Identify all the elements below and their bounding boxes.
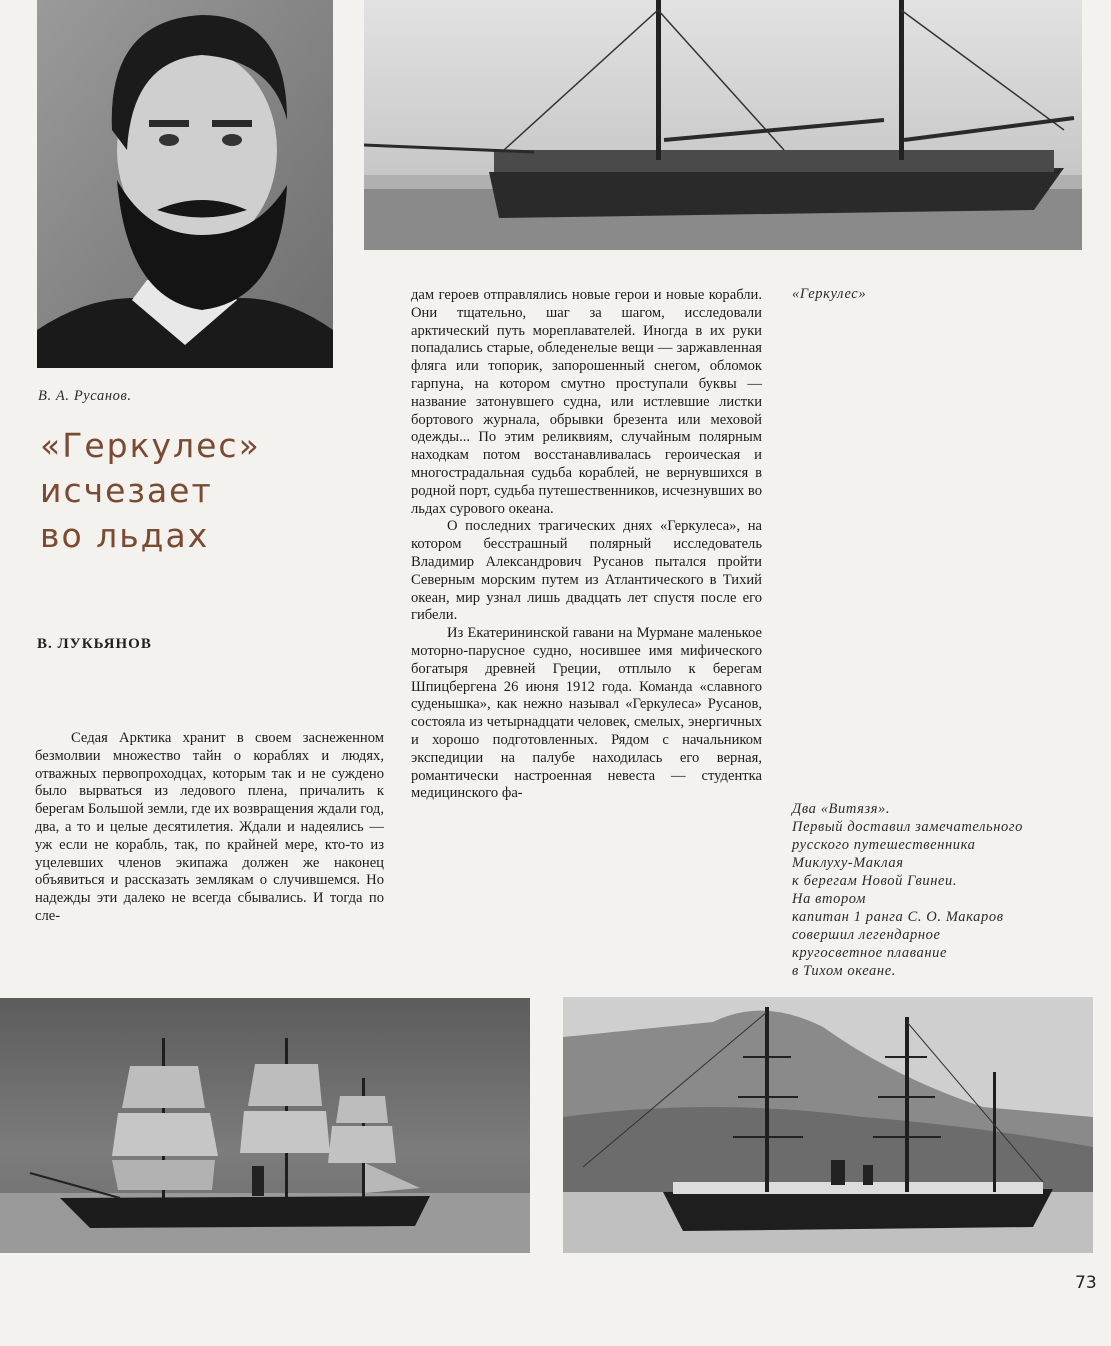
- column1-paragraph-1: Седая Арктика хранит в своем заснеженном безмолвии множество тайн о кораблях и людях, отважных первопроходцах, которым так и не суждено было вырваться из ледового плена, причалить к берегам Большой земли, где их возвращения ждали год, два, а то и целые десятилетия. Ждали и надеялись — уж если не корабль, так, по крайней мере, кто-то из уцелевших членов экипажа должен же наконец объявиться и рассказать землякам о случившемся. Но надежды эти далеко не всегда сбывались. И тогда по сле-: [35, 730, 384, 924]
- vityaz-caption: [792, 800, 1092, 980]
- page-number: 73: [1075, 1273, 1097, 1293]
- article-author: В. ЛУКЬЯНОВ: [37, 636, 152, 652]
- title-line-3: во льдах: [40, 516, 210, 555]
- vityaz-caption-line: Два «Витязя».: [792, 801, 891, 817]
- vityaz-caption-line: совершил легендарное: [792, 927, 941, 943]
- column2-paragraph-1: дам героев отправлялись новые герои и новые корабли. Они тщательно, шаг за шагом, исследовали арктический путь мореплавателей. Иногда в их руки попадались старые, обледенелые вещи — заржавленная фляга или топорик, запорошенный снегом, обломок гарпуна, на котором смутно проступали буквы — название затонувшего судна, или истлевшие листки бортового журнала, обрывки брезента или меховой одежды... По этим реликвиям, случайным полярным находкам потом восстанавливалась героическая и многострадальная судьба кораблей, не вернувшихся в родной порт, судьба путешественников, исчезнувших во льдах сурового океана.: [411, 287, 762, 517]
- column2-paragraph-2: О последних трагических днях «Геркулеса», на котором бесстрашный полярный исследователь Владимир Александрович Русанов пытался пройти Северным морским путем из Атлантического в Тихий океан, мир узнал лишь двадцать лет спустя после его гибели.: [411, 518, 762, 624]
- vityaz-caption-line: капитан 1 ранга С. О. Макаров: [792, 909, 1004, 925]
- vityaz-first-ship-photo: [0, 998, 530, 1253]
- portrait-caption: В. А. Русанов.: [38, 388, 132, 404]
- vityaz-caption-line: русского путешественника: [792, 837, 976, 853]
- vityaz-caption-line: к берегам Новой Гвинеи.: [792, 873, 958, 889]
- column2-paragraph-3: Из Екатерининской гавани на Мурмане маленькое моторно-парусное судно, носившее имя мифического богатыря древней Греции, отплыло к берегам Шпицбергена 26 июня 1912 года. Команда «славного суденышка», как нежно называл «Геркулеса» Русанов, состояла из четырнадцати человек, смелых, энергичных и хорошо подготовленных. Рядом с начальником экспедиции на палубе находилась его верная, романтически настроенная невеста — студентка медицинского фа-: [411, 625, 762, 802]
- title-line-1: «Геркулес»: [40, 426, 261, 465]
- vityaz-caption-line: в Тихом океане.: [792, 963, 896, 979]
- rusanov-portrait-photo: [37, 0, 333, 368]
- vityaz-caption-line: Миклуху-Маклая: [792, 855, 904, 871]
- hercules-caption: «Геркулес»: [792, 286, 867, 302]
- vityaz-caption-line: Первый доставил замечательного: [792, 819, 1023, 835]
- vityaz-caption-line: На втором: [792, 891, 866, 907]
- article-column-2: [411, 287, 762, 803]
- article-title: [40, 423, 261, 558]
- hercules-ship-photo: [364, 0, 1082, 250]
- article-column-1: [35, 730, 384, 926]
- title-line-2: исчезает: [40, 471, 213, 510]
- vityaz-caption-line: кругосветное плавание: [792, 945, 948, 961]
- vityaz-second-ship-photo: [563, 997, 1093, 1253]
